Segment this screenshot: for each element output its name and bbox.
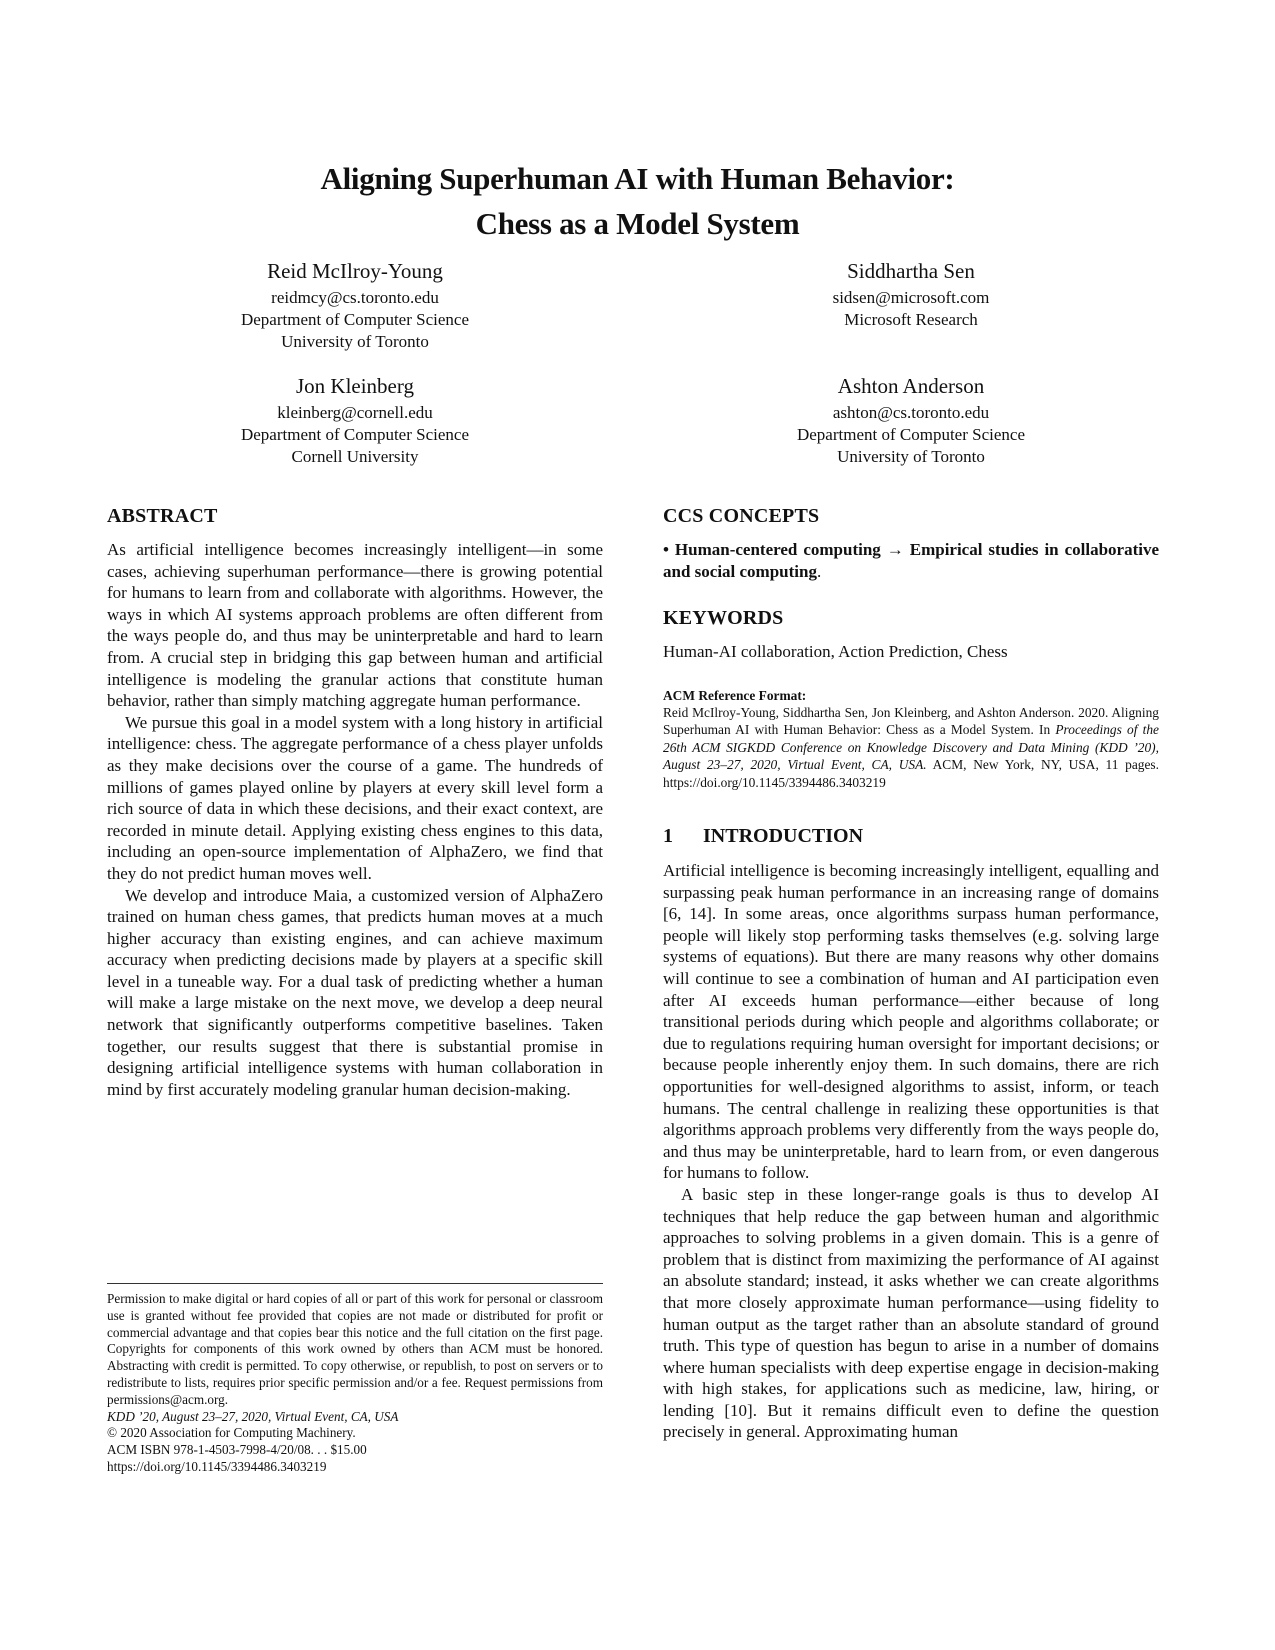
ccs-arrow-icon: → [880,540,910,559]
ccs-concept-leaf: Empirical studies in collaborative and social computing [663,540,1160,581]
copyright-line: © 2020 Association for Computing Machinery. [107,1425,356,1441]
acm-reference-authors: Reid McIlroy-Young, Siddhartha Sen, Jon Kleinberg, and Ashton Anderson. 2020. Aligning Superhuman AI with Human Behavior: Chess as a Model System. In [663,705,1159,738]
author-name: Jon Kleinberg [295,374,414,398]
acm-reference-heading: ACM Reference Format: [663,687,807,703]
author-name: Siddhartha Sen [847,259,975,283]
permission-statement: Permission to make digital or hard copies of all or part of this work for personal or classroom use is granted without fee provided that copies are not made or distributed for profit or commercial advantage and that copies bear this notice and the full citation on the first page. Copyrights for components of this work owned by others than ACM must be honored. Abstracting with credit is permitted. To copy otherwise, or republish, to post on servers or to redistribute to lists, requires prior specific permission and/or a fee. Request permissions from permissions@acm.org. [107,1291,603,1407]
introduction-paragraph-2: A basic step in these longer-range goals is thus to develop AI techniques that help reduce the gap between human and algorithmic approaches to solving problems in a given domain. This is a genre of problem that is distinct from maximizing the performance of AI against an absolute standard; instead, it asks whether we can create algorithms that more closely approximate human performance—using fidelity to human output as the target rather than an absolute standard of ground truth. This type of question has begun to arise in a number of domains where human specialists with deep expertise engage in decision-making with high stakes, for applications such as medicine, law, hiring, or lending [10]. But it remains difficult even to define the question precisely in general. Approximating human [663,1184,1159,1442]
ccs-concepts-entry [663,539,1159,583]
author-name: Reid McIlroy-Young [267,259,443,283]
author-affiliation-dept: Department of Computer Science [240,310,469,329]
author-email[interactable]: sidsen@microsoft.com [832,288,990,307]
isbn-line: ACM ISBN 978-1-4503-7998-4/20/08. . . $15.00 [107,1442,367,1458]
author-affiliation-univ: University of Toronto [837,447,985,466]
author-email[interactable]: ashton@cs.toronto.edu [832,403,990,422]
author-affiliation-dept: Department of Computer Science [796,425,1025,444]
keywords-list: Human-AI collaboration, Action Prediction, Chess [663,642,1008,661]
author-name: Ashton Anderson [837,374,985,398]
author-affiliation-univ: University of Toronto [281,332,429,351]
introduction-paragraph-1: Artificial intelligence is becoming increasingly intelligent, equalling and surpassing peak human performance in an increasing range of domains [6, 14]. In some areas, once algorithms surpass human performance, people will likely stop performing tasks themselves (e.g. solving large systems of equations). But there are many reasons why other domains will continue to see a combination of human and AI participation even after AI exceeds human performance—either because of long transitional periods during which people and algorithms collaborate; or due to regulations requiring human oversight for important decisions; or because people inherently enjoy them. In such domains, there are rich opportunities for well-designed algorithms to assist, inform, or teach humans. The central challenge in realizing these opportunities is that algorithms approach problems very differently from the ways people do, and thus may be uninterpretable, hard to learn from, or even dangerous for humans to follow. [663,861,1159,1183]
author-block-mcilroy-young [107,258,603,353]
abstract-paragraph-1: As artificial intelligence becomes increasingly intelligent—in some cases, achieving superhuman performance—there is growing potential for humans to learn from and collaborate with algorithms. However, the ways in which AI systems approach problems are often different from the ways people do, and thus may be uninterpretable and hard to learn from. A crucial step in bridging this gap between human and artificial intelligence is modeling the granular actions that constitute human behavior, rather than simply matching aggregate human performance. [107,540,603,711]
author-affiliation-univ: Cornell University [291,447,419,466]
keywords-heading: KEYWORDS [663,607,784,629]
author-affiliation-dept: Department of Computer Science [240,425,469,444]
author-email[interactable]: reidmcy@cs.toronto.edu [271,288,439,307]
right-column [663,505,1159,1443]
author-block-anderson [663,373,1159,468]
introduction-heading [663,825,1159,848]
author-email[interactable]: kleinberg@cornell.edu [277,403,433,422]
paper-title [0,156,1275,246]
section-title: INTRODUCTION [703,825,864,848]
paper-title-line-1: Aligning Superhuman AI with Human Behavior: [320,161,955,196]
abstract-heading: ABSTRACT [107,505,218,527]
conference-venue-line: KDD ’20, August 23–27, 2020, Virtual Event, CA, USA [107,1408,399,1424]
ccs-concept-root: Human-centered computing [674,540,881,559]
acm-reference-publisher-doi[interactable]: ACM, New York, NY, USA, 11 pages. https://doi.org/10.1145/3394486.3403219 [663,757,1159,790]
left-column [107,505,603,1100]
paper-title-line-2: Chess as a Model System [475,206,800,241]
abstract-paragraph-3: We develop and introduce Maia, a customized version of AlphaZero trained on human chess games, that predicts human moves at a much higher accuracy than existing engines, and can achieve maximum accuracy when predicting decisions made by players at a specific skill level in a tuneable way. For a dual task of predicting whether a human will make a large mistake on the next move, we develop a deep neural network that significantly outperforms competitive baselines. Taken together, our results suggest that there is substantial promise in designing artificial intelligence systems with human collaboration in mind by first accurately modeling granular human decision-making. [107,885,603,1099]
acm-reference-format [663,687,1159,791]
acm-reference-text [663,704,1159,791]
ccs-period: . [816,562,822,581]
acm-reference-proceedings: Proceedings of the 26th ACM SIGKDD Conference on Knowledge Discovery and Data Mining (KDD ’20), August 23–27, 2020, Virtual Event, CA, USA. [663,722,1159,773]
copyright-footnote [107,1283,603,1476]
doi-link[interactable]: https://doi.org/10.1145/3394486.3403219 [107,1458,327,1474]
footnote-rule [107,1283,603,1284]
author-block-sen [663,258,1159,331]
author-block-kleinberg [107,373,603,468]
abstract-paragraph-2: We pursue this goal in a model system with a long history in artificial intelligence: chess. The aggregate performance of a chess player unfolds as they make decisions over the course of a game. The hundreds of millions of games played online by players at every skill level form a rich source of data in which these decisions, and their exact context, are recorded in minute detail. Applying existing chess engines to this data, including an open-source implementation of AlphaZero, we find that they do not predict human moves well. [107,712,603,883]
ccs-bullet: • [663,540,675,559]
author-affiliation-dept: Microsoft Research [844,310,978,329]
ccs-concepts-heading: CCS CONCEPTS [663,505,820,527]
section-number: 1 [663,825,673,848]
